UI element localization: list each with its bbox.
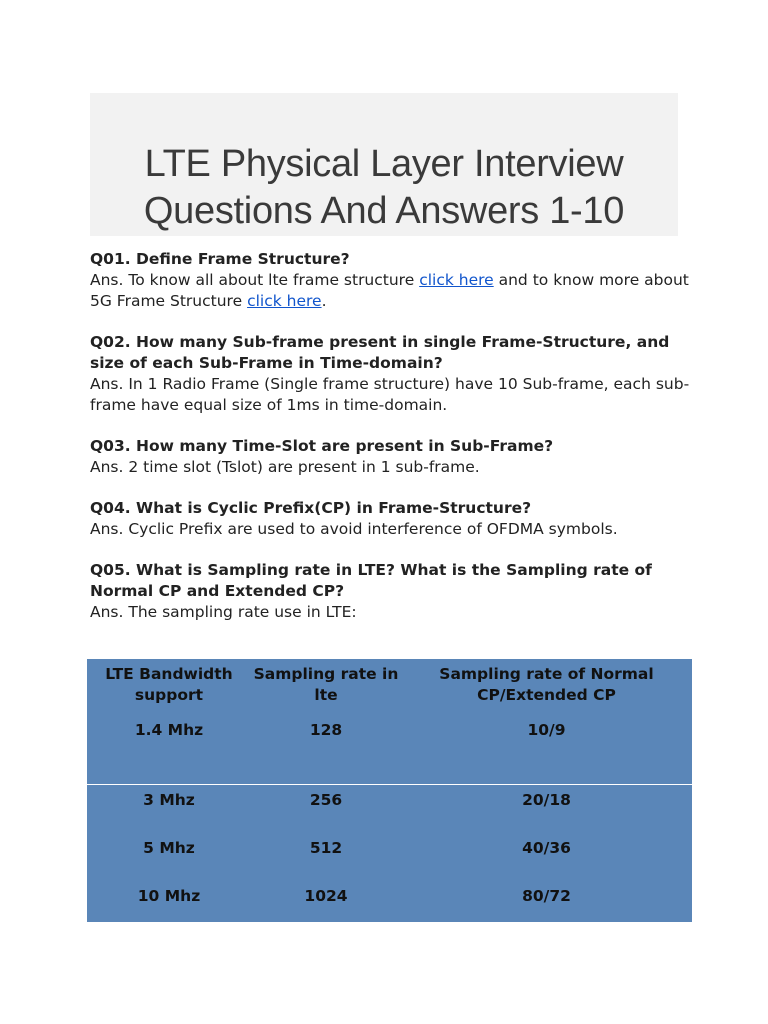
table-row bbox=[87, 785, 692, 839]
table-header-row bbox=[87, 659, 692, 716]
question-2: Q02. How many Sub-frame present in single Frame-Structure, and size of each Sub-Frame in Time-domain? bbox=[90, 333, 670, 372]
question-5: Q05. What is Sampling rate in LTE? What is the Sampling rate of Normal CP and Extended CP? bbox=[90, 561, 652, 600]
table-row bbox=[87, 716, 692, 785]
title-banner bbox=[90, 93, 678, 236]
qa-item-2 bbox=[90, 332, 690, 416]
table-row bbox=[87, 838, 692, 886]
cell-cp-rate: 20/18 bbox=[522, 791, 571, 809]
question-4: Q04. What is Cyclic Prefix(CP) in Frame-Structure? bbox=[90, 499, 532, 517]
answer-1-text-a: Ans. To know all about lte frame structure bbox=[90, 271, 420, 289]
cell-sampling-rate: 128 bbox=[251, 716, 401, 785]
cell-cp-rate: 40/36 bbox=[522, 839, 571, 857]
answer-3: Ans. 2 time slot (Tslot) are present in 1 sub-frame. bbox=[90, 458, 480, 476]
title-line-1: LTE Physical Layer Interview bbox=[144, 143, 624, 185]
qa-list bbox=[90, 249, 690, 643]
header-bandwidth: LTE Bandwidth support bbox=[105, 665, 233, 704]
answer-1 bbox=[90, 270, 690, 312]
qa-item-5 bbox=[90, 560, 690, 623]
cell-cp-rate: 10/9 bbox=[401, 716, 692, 785]
title-line-2: Questions And Answers 1-10 bbox=[143, 190, 625, 232]
answer-4: Ans. Cyclic Prefix are used to avoid interference of OFDMA symbols. bbox=[90, 520, 618, 538]
cell-sampling-rate: 1024 bbox=[304, 887, 348, 905]
answer-5: Ans. The sampling rate use in LTE: bbox=[90, 603, 357, 621]
sampling-rate-table bbox=[87, 659, 692, 922]
5g-frame-structure-link[interactable]: click here bbox=[247, 292, 322, 310]
cell-bandwidth: 1.4 Mhz bbox=[87, 716, 251, 785]
answer-1-text-c: . bbox=[321, 292, 327, 310]
cell-sampling-rate: 256 bbox=[309, 791, 343, 809]
frame-structure-link[interactable]: click here bbox=[419, 271, 494, 289]
table-row bbox=[87, 886, 692, 934]
qa-item-4 bbox=[90, 498, 690, 540]
answer-2: Ans. In 1 Radio Frame (Single frame structure) have 10 Sub-frame, each sub-frame have equal size of 1ms in time-domain. bbox=[90, 375, 690, 414]
header-sampling-rate: Sampling rate in lte bbox=[253, 665, 399, 704]
question-3: Q03. How many Time-Slot are present in Sub-Frame? bbox=[90, 437, 554, 455]
cell-bandwidth: 10 Mhz bbox=[137, 887, 201, 905]
cell-bandwidth: 3 Mhz bbox=[143, 791, 195, 809]
qa-item-3 bbox=[90, 436, 690, 478]
page-title bbox=[90, 141, 678, 235]
cell-bandwidth: 5 Mhz bbox=[143, 839, 195, 857]
cell-cp-rate: 80/72 bbox=[522, 887, 571, 905]
question-1: Q01. Define Frame Structure? bbox=[90, 250, 350, 268]
cell-sampling-rate: 512 bbox=[309, 839, 343, 857]
qa-item-1 bbox=[90, 249, 690, 312]
answer-1-text-b: and to know more about 5G Frame Structure bbox=[90, 271, 689, 310]
header-cp-rate: Sampling rate of Normal CP/Extended CP bbox=[439, 665, 654, 704]
sampling-rate-grid bbox=[87, 659, 692, 934]
